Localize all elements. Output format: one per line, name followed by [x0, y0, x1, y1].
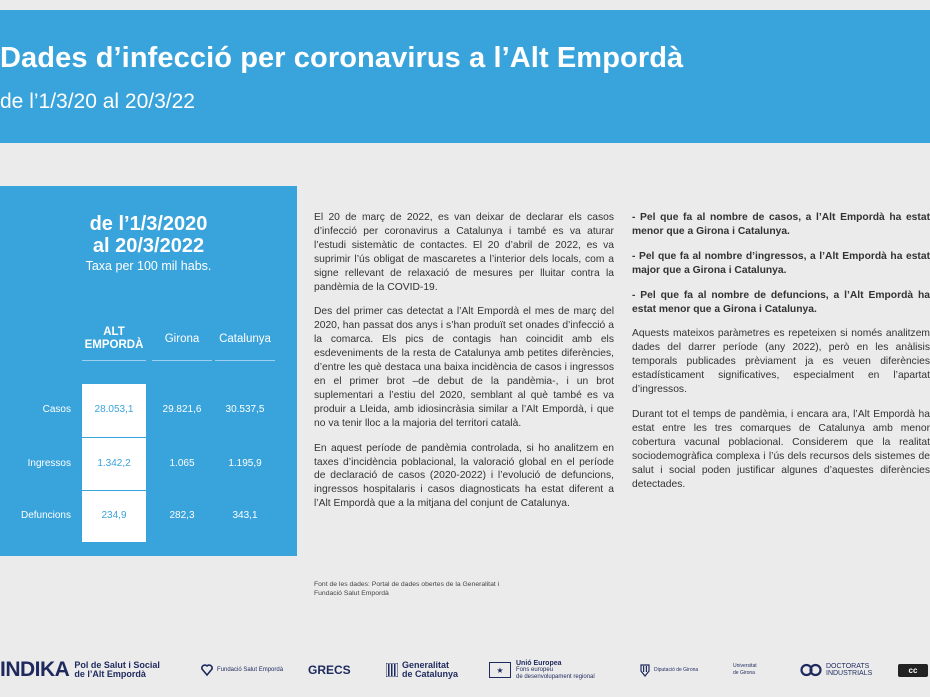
paragraph: En aquest període de pandèmia controlada, si ho analitzem en taxes d’incidència poblacional, la valoració global en el període de declaració de casos (2020-2022) i l’evolució de defuncions, ingressos hospitalaris i casos diagnosticats ha estat diferent a l’Alt Empordà que a la mitjana del conjunt de Catalunya. — [314, 442, 614, 510]
source-line: Fundació Salut Empordà — [314, 590, 389, 597]
cell-ingressos-girona: 1.065 — [169, 458, 195, 469]
creative-commons-logo — [898, 656, 928, 684]
source-line: Font de les dades: Portal de dades obertes de la Generalitat i — [314, 581, 500, 588]
udg-line: Universitat — [733, 663, 757, 669]
footer-logos — [0, 656, 930, 684]
generalitat-logo — [386, 656, 458, 684]
column-header-alt-emporda: ALT EMPORDÀ — [84, 326, 144, 351]
generalitat-emblem-icon — [386, 663, 398, 677]
pol-line: de l’Alt Empordà — [74, 669, 146, 679]
text-column-1 — [314, 211, 614, 522]
data-panel — [0, 186, 297, 556]
row-label-defuncions: Defuncions — [20, 510, 71, 521]
eu-flag-icon: ★ — [489, 662, 511, 678]
paragraph: El 20 de març de 2022, es van deixar de declarar els casos d’infecció per coronavirus a Catalunya i també es va aturar l’estudi sistemàtic de contactes. El 20 d’abril de 2022, es va suprimir l’ús obligat de mascaretes a l’interior dels locals, com a signe rellevant de relaxació de mesures per lluitar contra la pandèmia de la COVID-19. — [314, 212, 614, 293]
period-line-1: de l’1/3/2020 — [89, 213, 208, 235]
page-title: Dades d’infecció per coronavirus a l’Alt Empordà — [0, 42, 684, 74]
fundacio-text: Fundació Salut Empordà — [217, 666, 284, 673]
diputacio-logo — [640, 656, 698, 684]
column-header-catalunya: Catalunya — [219, 333, 271, 345]
generalitat-line: Generalitat — [402, 660, 450, 670]
doctorats-line: DOCTORATS — [826, 663, 870, 670]
grecs-text: GRECS — [308, 663, 351, 677]
eu-line: Unió Europea — [516, 659, 562, 667]
finding-bullet: - Pel que fa al nombre de casos, a l’Alt Empordà ha estat menor que a Girona i Catalunya. — [632, 212, 930, 237]
pol-line: Pol de Salut i Social — [74, 660, 160, 670]
text-column-2 — [632, 211, 930, 502]
period-line-2: al 20/3/2022 — [92, 235, 205, 257]
page-subtitle: de l’1/3/20 al 20/3/22 — [0, 90, 195, 113]
fundacio-logo — [200, 656, 283, 684]
cell-casos-girona: 29.821,6 — [162, 404, 202, 415]
cell-ingressos-alt-emporda: 1.342,2 — [97, 458, 131, 469]
data-source-note — [314, 580, 554, 598]
cell-ingressos-catalunya: 1.195,9 — [228, 458, 262, 469]
row-label-ingressos: Ingressos — [27, 458, 71, 469]
paragraph: Des del primer cas detectat a l’Alt Empordà el mes de març del 2020, han passat dos anys i s’han produït set onades d’infecció a la comarca. Els pics de contagis han coincidit amb els esdeveniments de la resta de Catalunya amb petites diferències, d’entre les què destaca una baixa incidència de casos i ingressos en el primer brot –de debut de la pandèmia-, i un brot suplementari a l’estiu del 2020, semblant al què també es va produir a Lleida, amb idiosincràsia similar a l’Alt Empordà, i que no va tenir lloc a la majoria del territori català. — [314, 306, 614, 429]
indika-wordmark: INDIKA — [0, 658, 70, 681]
cc-badge-icon: cc — [898, 664, 928, 677]
cell-defuncions-alt-emporda: 234,9 — [101, 510, 127, 521]
column-header-girona: Girona — [164, 333, 200, 345]
indika-logo — [0, 656, 160, 684]
column-rule — [82, 360, 146, 361]
row-separator — [82, 490, 146, 491]
infinity-icon — [800, 663, 822, 677]
cell-defuncions-catalunya: 343,1 — [232, 510, 258, 521]
paragraph: Durant tot el temps de pandèmia, i encara ara, l’Alt Empordà ha estat entre les tres comarques de Catalunya amb menor cobertura vacunal poblacional. Considerem que la realitat sociodemogràfica complexa i l’ús dels recursos dels sistemes de salut i social poden justificar algunes d’aquestes diferències detectades. — [632, 408, 930, 490]
generalitat-line: de Catalunya — [402, 669, 459, 679]
eu-line: de desenvolupament regional — [516, 673, 595, 680]
grecs-logo — [308, 656, 351, 684]
diputacio-text: Diputació de Girona — [654, 666, 699, 673]
row-separator — [82, 437, 146, 438]
cell-casos-alt-emporda: 28.053,1 — [94, 404, 134, 415]
finding-bullet: - Pel que fa al nombre d’ingressos, a l’Alt Empordà ha estat major que a Girona i Catalunya. — [632, 250, 930, 276]
column-rule — [152, 360, 212, 361]
column-rule — [215, 360, 275, 361]
finding-bullet: - Pel que fa al nombre de defuncions, a l’Alt Empordà ha estat menor que a Girona i Catalunya. — [632, 289, 930, 315]
udg-line: de Girona — [733, 670, 755, 676]
diputacio-emblem-icon — [640, 663, 650, 677]
doctorats-logo — [800, 656, 872, 684]
paragraph: Aquests mateixos paràmetres es repeteixen si només analitzem dades del darrer període (any 2022), però en les anàlisis temporals publicades prèviament ja es veuen diferències estadísticament significatives, especialment en l’apartat d’ingressos. — [632, 328, 930, 396]
doctorats-line: INDUSTRIALS — [826, 670, 873, 677]
eu-logo — [489, 656, 595, 684]
cell-casos-catalunya: 30.537,5 — [225, 404, 265, 415]
udg-logo — [733, 656, 757, 684]
eu-line: Fons europeu — [516, 666, 554, 673]
cell-defuncions-girona: 282,3 — [169, 510, 195, 521]
header-banner — [0, 10, 930, 143]
rate-note: Taxa per 100 mil habs. — [85, 259, 212, 273]
heart-icon — [200, 663, 214, 677]
row-label-casos: Casos — [42, 404, 71, 415]
